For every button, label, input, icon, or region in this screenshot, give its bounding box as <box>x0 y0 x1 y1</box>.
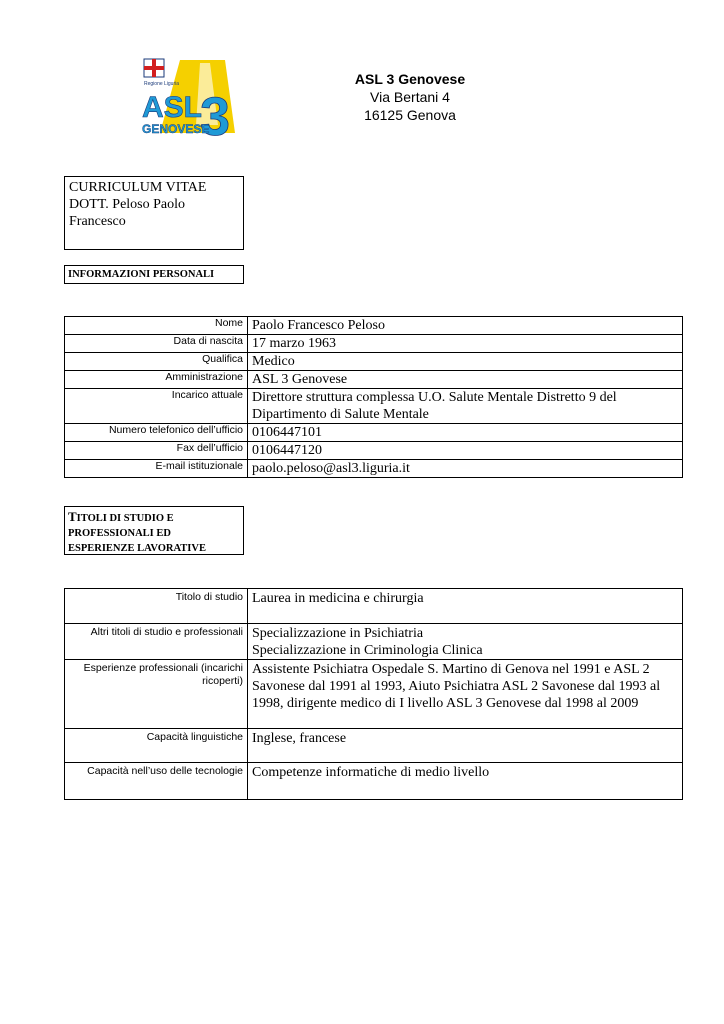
row-label: Incarico attuale <box>65 389 248 424</box>
row-value <box>248 660 683 729</box>
row-label: Capacità linguistiche <box>65 729 248 763</box>
row-value: Paolo Francesco Peloso <box>248 317 683 335</box>
row-label: Capacità nell’uso delle tecnologie <box>65 763 248 800</box>
row-label: Amministrazione <box>65 371 248 389</box>
row-value: 0106447101 <box>248 424 683 442</box>
row-label: Altri titoli di studio e professionali <box>65 624 248 660</box>
row-value <box>248 624 683 660</box>
table-row <box>65 317 683 335</box>
row-label: Titolo di studio <box>65 589 248 624</box>
section-heading-education-line3: ESPERIENZE LAVORATIVE <box>68 543 206 554</box>
personal-info-table <box>64 316 683 478</box>
row-value-line: Assistente Psichiatra Ospedale S. Martino di Genova nel 1991 e ASL 2 Savonese dal 1991 al 1993, Aiuto Psichiatra ASL 2 Savonese dal 1993 al 1998, dirigente medico di I livello ASL 3 Genovese dal 1998 al 2009 <box>252 662 661 711</box>
row-value-line: Laurea in medicina e chirurgia <box>252 591 424 606</box>
section-heading-personal <box>64 265 244 284</box>
row-value <box>248 589 683 624</box>
cv-title: CURRICULUM VITAE <box>69 180 207 195</box>
cv-name-line2: Francesco <box>69 214 126 229</box>
table-row <box>65 624 683 660</box>
organization-address <box>340 70 480 124</box>
row-value-line: Specializzazione in Criminologia Clinica <box>252 643 483 658</box>
table-row <box>65 442 683 460</box>
section-heading-initial: T <box>68 509 77 524</box>
table-row <box>65 460 683 478</box>
organization-name: ASL 3 Genovese <box>354 71 466 87</box>
cv-title-box <box>64 176 244 250</box>
row-label: Numero telefonico dell’ufficio <box>65 424 248 442</box>
asl3-logo <box>140 55 240 140</box>
row-value-line: Competenze informatiche di medio livello <box>252 765 490 780</box>
svg-text:3: 3 <box>200 87 231 140</box>
row-value-line: Specializzazione in Psichiatria <box>252 626 424 641</box>
row-value: 17 marzo 1963 <box>248 335 683 353</box>
table-row <box>65 389 683 424</box>
row-value: ASL 3 Genovese <box>248 371 683 389</box>
section-heading-rest: ITOLI DI STUDIO E <box>76 513 174 524</box>
row-value: 0106447120 <box>248 442 683 460</box>
address-street: Via Bertani 4 <box>370 89 450 105</box>
svg-text:ASL: ASL <box>142 91 202 124</box>
education-table <box>64 588 683 800</box>
row-label: Qualifica <box>65 353 248 371</box>
table-row <box>65 371 683 389</box>
table-row <box>65 729 683 763</box>
row-value <box>248 763 683 800</box>
section-heading-education-line2: PROFESSIONALI ED <box>68 528 171 539</box>
row-value: Direttore struttura complessa U.O. Salute Mentale Distretto 9 del Dipartimento di Salute Mentale <box>248 389 683 424</box>
row-label: Esperienze professionali (incarichi ricoperti) <box>65 660 248 729</box>
section-heading-personal-text: INFORMAZIONI PERSONALI <box>68 269 215 280</box>
row-label: Data di nascita <box>65 335 248 353</box>
table-row <box>65 660 683 729</box>
address-city: 16125 Genova <box>364 107 456 123</box>
table-row <box>65 424 683 442</box>
table-row <box>65 763 683 800</box>
row-value-line: Inglese, francese <box>252 731 347 746</box>
svg-text:GENOVESE: GENOVESE <box>142 122 210 136</box>
table-row <box>65 353 683 371</box>
svg-text:Regione Liguria: Regione Liguria <box>144 81 180 87</box>
section-heading-education-line1 <box>68 509 240 526</box>
row-value <box>248 729 683 763</box>
section-heading-education <box>64 506 244 555</box>
table-row <box>65 589 683 624</box>
row-value: Medico <box>248 353 683 371</box>
row-label: Fax dell’ufficio <box>65 442 248 460</box>
cv-name-line1: DOTT. Peloso Paolo <box>69 197 186 212</box>
row-label: Nome <box>65 317 248 335</box>
table-row <box>65 335 683 353</box>
row-label: E-mail istituzionale <box>65 460 248 478</box>
row-value: paolo.peloso@asl3.liguria.it <box>248 460 683 478</box>
